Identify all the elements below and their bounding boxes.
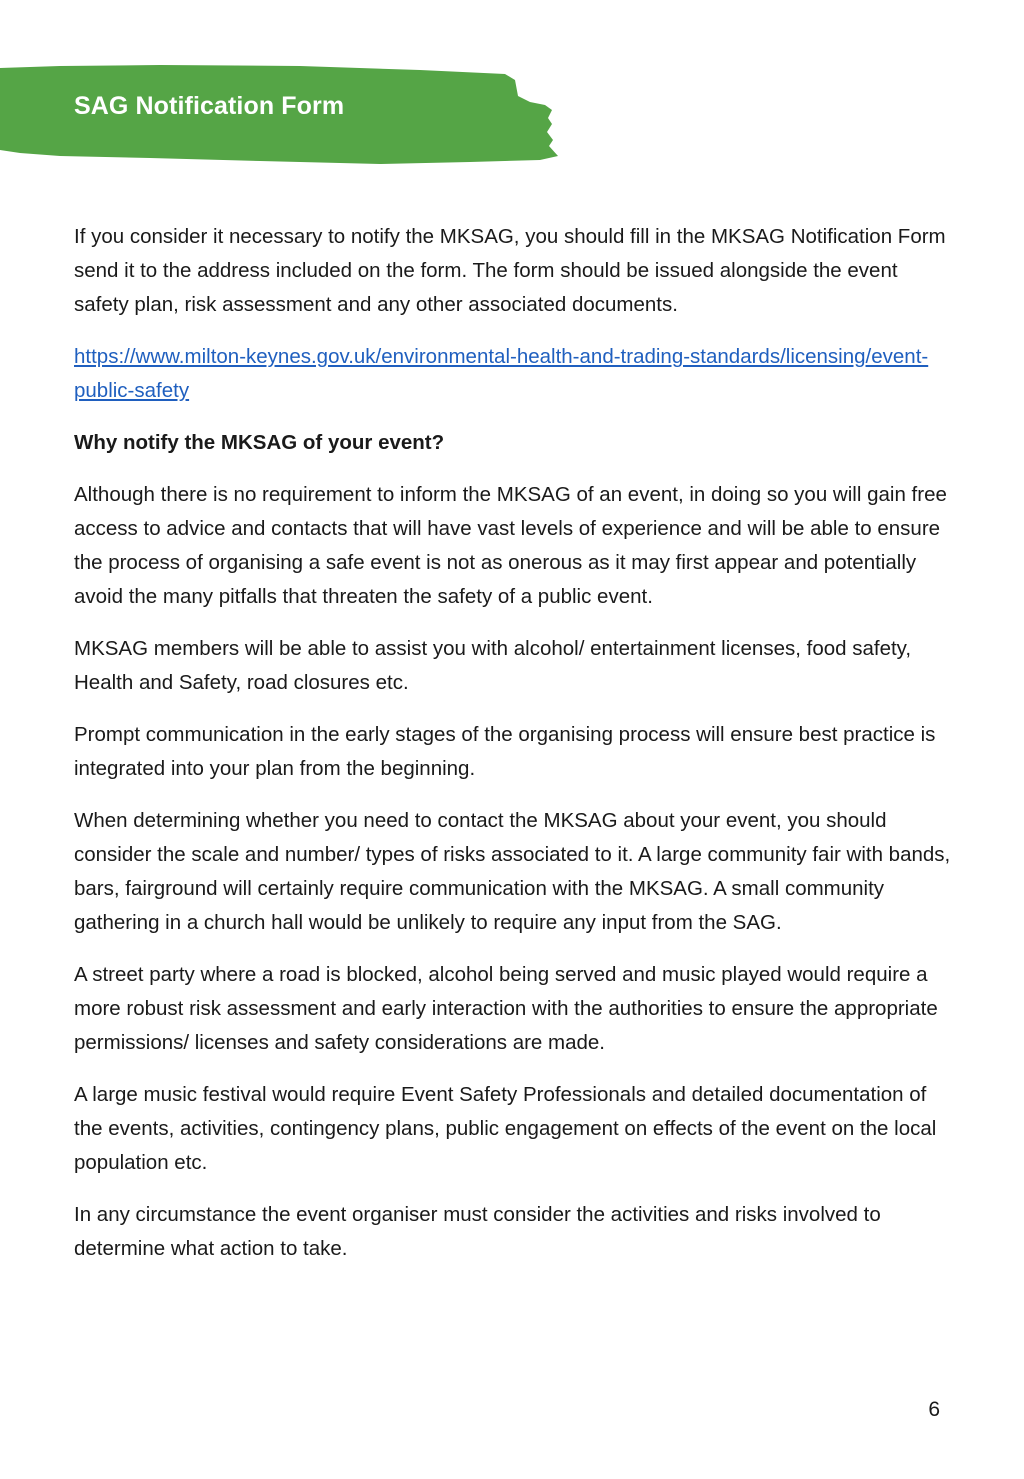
page-number: 6: [928, 1398, 940, 1421]
event-public-safety-link[interactable]: https://www.milton-keynes.gov.uk/environmental-health-and-trading-standards/licensing/event-public-safety: [74, 345, 929, 402]
document-body: [74, 220, 954, 1284]
link-paragraph: [74, 340, 954, 408]
paragraph-3: Prompt communication in the early stages of the organising process will ensure best practice is integrated into your plan from the beginning.: [74, 723, 936, 780]
paragraph-7: In any circumstance the event organiser must consider the activities and risks involved to determine what action to take.: [74, 1203, 881, 1260]
page-title: SAG Notification Form: [74, 92, 345, 120]
intro-paragraph: If you consider it necessary to notify the MKSAG, you should fill in the MKSAG Notification Form send it to the address included on the form. The form should be issued alongside the event safety plan, risk assessment and any other associated documents.: [74, 225, 946, 316]
paragraph-6: A large music festival would require Event Safety Professionals and detailed documentation of the events, activities, contingency plans, public engagement on effects of the event on the local population etc.: [74, 1083, 937, 1174]
paragraph-4: When determining whether you need to contact the MKSAG about your event, you should consider the scale and number/ types of risks associated to it. A large community fair with bands, bars, fairground will certainly require communication with the MKSAG. A small community gathering in a church hall would be unlikely to require any input from the SAG.: [74, 809, 951, 934]
paragraph-1: Although there is no requirement to inform the MKSAG of an event, in doing so you will gain free access to advice and contacts that will have vast levels of experience and will be able to ensure the process of organising a safe event is not as onerous as it may first appear and potentially avoid the many pitfalls that threaten the safety of a public event.: [74, 483, 947, 608]
paragraph-5: A street party where a road is blocked, alcohol being served and music played would require a more robust risk assessment and early interaction with the authorities to ensure the appropriate permissions/ licenses and safety considerations are made.: [74, 963, 938, 1054]
header-banner: [0, 60, 565, 172]
paragraph-2: MKSAG members will be able to assist you with alcohol/ entertainment licenses, food safety, Health and Safety, road closures etc.: [74, 637, 912, 694]
section-heading: Why notify the MKSAG of your event?: [74, 431, 445, 454]
